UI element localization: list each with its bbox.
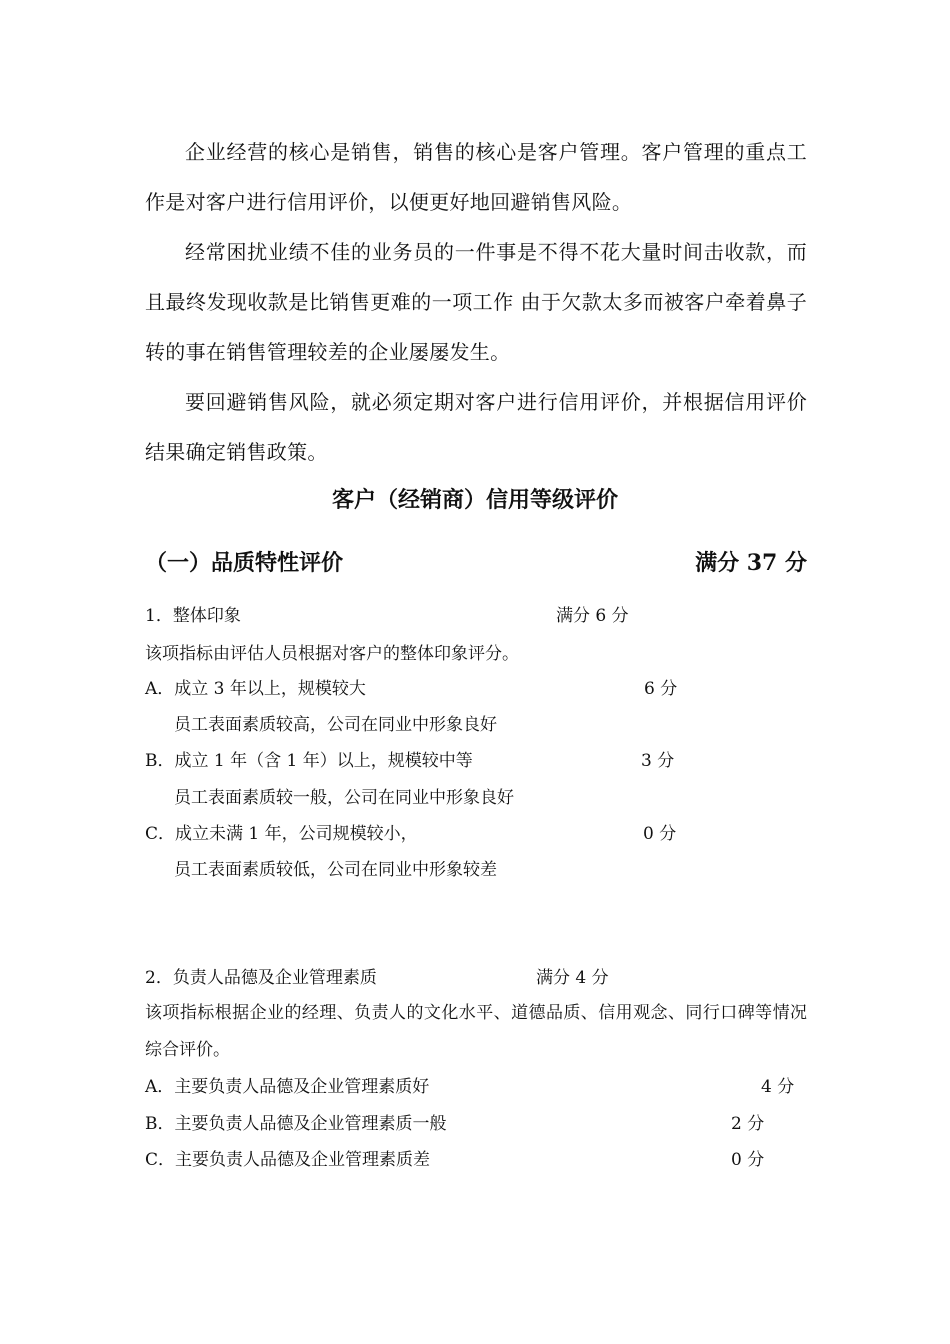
item2-label: 2．负责人品德及企业管理素质 (145, 968, 377, 988)
item1-score: 满分 6 分 (556, 606, 629, 626)
item1-label: 1．整体印象 (145, 606, 241, 626)
intro-paragraph-3: 要回避销售风险，就必须定期对客户进行信用评价，并根据信用评价结果确定销售政策。 (145, 390, 807, 464)
item2-option-a: A．主要负责人品德及企业管理素质好 (145, 1077, 430, 1097)
item1-option-c-score: 0 分 (643, 824, 677, 844)
section-score: 满分 37 分 (695, 550, 807, 576)
item2-option-c: C．主要负责人品德及企业管理素质差 (145, 1150, 431, 1170)
item1-option-a-score: 6 分 (644, 679, 678, 699)
intro-paragraph-1: 企业经营的核心是销售，销售的核心是客户管理。客户管理的重点工作是对客户进行信用评价，以便更好地回避销售风险。 (145, 140, 807, 214)
intro-paragraph-2: 经常困扰业绩不佳的业务员的一件事是不得不花大量时间击收款，而且最终发现收款是比销售更难的一项工作 由于欠款太多而被客户牵着鼻子转的事在销售管理较差的企业屡屡发生。 (145, 240, 807, 364)
item1-option-a: A．成立 3 年以上，规模较大 (145, 679, 366, 699)
item1-option-c-detail: 员工表面素质较低，公司在同业中形象较差 (174, 860, 497, 880)
page-title: 客户（经销商）信用等级评价 (331, 487, 618, 513)
item1-option-a-detail: 员工表面素质较高，公司在同业中形象良好 (174, 715, 497, 735)
section-heading (145, 543, 807, 583)
item1-option-b-score: 3 分 (641, 751, 675, 771)
item1-option-b: B．成立 1 年（含 1 年）以上，规模较中等 (145, 751, 473, 771)
item2-option-b-score: 2 分 (731, 1114, 765, 1134)
item2-option-b: B．主要负责人品德及企业管理素质一般 (145, 1114, 447, 1134)
item1-option-b-detail: 员工表面素质较一般，公司在同业中形象良好 (174, 788, 514, 808)
item1-option-c: C．成立未满 1 年，公司规模较小， (145, 824, 418, 844)
item2-description: 该项指标根据企业的经理、负责人的文化水平、道德品质、信用观念、同行口碑等情况综合评价。 (145, 1003, 807, 1060)
item1-description: 该项指标由评估人员根据对客户的整体印象评分。 (145, 644, 519, 664)
item2-option-c-score: 0 分 (731, 1150, 765, 1170)
section-title: （一）品质特性评价 (145, 550, 344, 576)
item2-score: 满分 4 分 (536, 968, 609, 988)
item2-option-a-score: 4 分 (761, 1077, 795, 1097)
